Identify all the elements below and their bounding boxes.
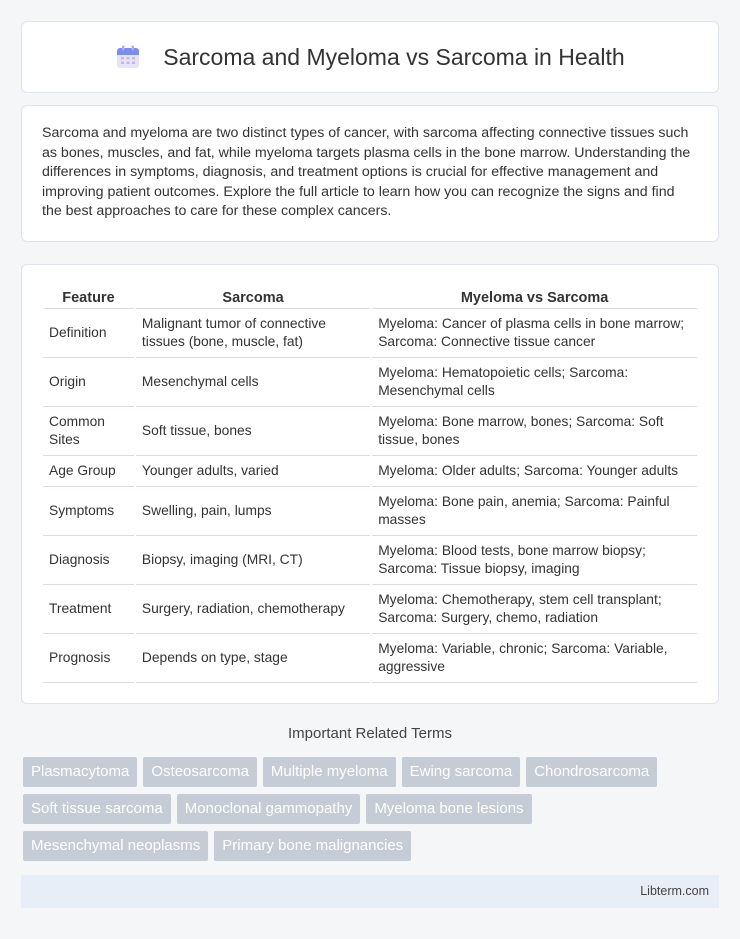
related-terms-title: Important Related Terms (288, 725, 452, 742)
row-feature: Common Sites (43, 407, 134, 456)
table-row (43, 634, 697, 683)
row-feature: Treatment (43, 585, 134, 634)
related-term-tag[interactable]: Osteosarcoma (143, 757, 257, 787)
related-term-tag[interactable]: Primary bone malignancies (214, 831, 411, 861)
related-term-tag[interactable]: Multiple myeloma (263, 757, 396, 787)
row-sarcoma: Mesenchymal cells (136, 358, 370, 407)
row-comparison: Myeloma: Bone marrow, bones; Sarcoma: Soft tissue, bones (372, 407, 697, 456)
header-feature: Feature (43, 285, 134, 309)
row-sarcoma: Depends on type, stage (136, 634, 370, 683)
row-comparison: Myeloma: Bone pain, anemia; Sarcoma: Painful masses (372, 487, 697, 536)
row-comparison: Myeloma: Cancer of plasma cells in bone marrow; Sarcoma: Connective tissue cancer (372, 309, 697, 358)
table-card (21, 264, 719, 704)
calendar-icon (115, 44, 141, 70)
row-comparison: Myeloma: Variable, chronic; Sarcoma: Variable, aggressive (372, 634, 697, 683)
table-row (43, 456, 697, 487)
related-term-tag[interactable]: Monoclonal gammopathy (177, 794, 361, 824)
intro-text: Sarcoma and myeloma are two distinct types of cancer, with sarcoma affecting connective tissues such as bones, muscles, and fat, while myeloma targets plasma cells in the bone marrow. Understanding the differences in symptoms, diagnosis, and treatment options is crucial for effective management and improving patient outcomes. Explore the full article to learn how you can recognize the signs and find the best approaches to care for these complex cancers. (42, 125, 691, 220)
intro-card (21, 105, 719, 242)
row-sarcoma: Malignant tumor of connective tissues (bone, muscle, fat) (136, 309, 370, 358)
comparison-table (41, 285, 699, 683)
title-wrap (115, 44, 624, 71)
row-comparison: Myeloma: Blood tests, bone marrow biopsy; Sarcoma: Tissue biopsy, imaging (372, 536, 697, 585)
footer (21, 875, 719, 908)
row-feature: Age Group (43, 456, 134, 487)
table-row (43, 487, 697, 536)
table-header-row (43, 285, 697, 309)
table-row (43, 407, 697, 456)
related-term-tag[interactable]: Myeloma bone lesions (366, 794, 531, 824)
related-term-tag[interactable]: Plasmacytoma (23, 757, 137, 787)
related-term-tag[interactable]: Mesenchymal neoplasms (23, 831, 208, 861)
related-term-tag[interactable]: Chondrosarcoma (526, 757, 657, 787)
table-row (43, 358, 697, 407)
row-feature: Symptoms (43, 487, 134, 536)
footer-site-link[interactable]: Libterm.com (640, 884, 709, 898)
row-feature: Origin (43, 358, 134, 407)
related-term-tag[interactable]: Ewing sarcoma (402, 757, 521, 787)
row-comparison: Myeloma: Hematopoietic cells; Sarcoma: Mesenchymal cells (372, 358, 697, 407)
table-row (43, 536, 697, 585)
row-sarcoma: Younger adults, varied (136, 456, 370, 487)
table-row (43, 585, 697, 634)
page-title: Sarcoma and Myeloma vs Sarcoma in Health (163, 43, 625, 70)
header-card (21, 21, 719, 93)
table-row (43, 309, 697, 358)
related-term-tag[interactable]: Soft tissue sarcoma (23, 794, 171, 824)
row-sarcoma: Biopsy, imaging (MRI, CT) (136, 536, 370, 585)
related-terms-list (23, 757, 723, 868)
header-sarcoma: Sarcoma (136, 285, 370, 309)
row-sarcoma: Surgery, radiation, chemotherapy (136, 585, 370, 634)
row-comparison: Myeloma: Older adults; Sarcoma: Younger adults (372, 456, 697, 487)
header-myeloma-vs-sarcoma: Myeloma vs Sarcoma (372, 285, 697, 309)
row-sarcoma: Soft tissue, bones (136, 407, 370, 456)
row-feature: Diagnosis (43, 536, 134, 585)
row-sarcoma: Swelling, pain, lumps (136, 487, 370, 536)
row-feature: Definition (43, 309, 134, 358)
row-feature: Prognosis (43, 634, 134, 683)
row-comparison: Myeloma: Chemotherapy, stem cell transplant; Sarcoma: Surgery, chemo, radiation (372, 585, 697, 634)
